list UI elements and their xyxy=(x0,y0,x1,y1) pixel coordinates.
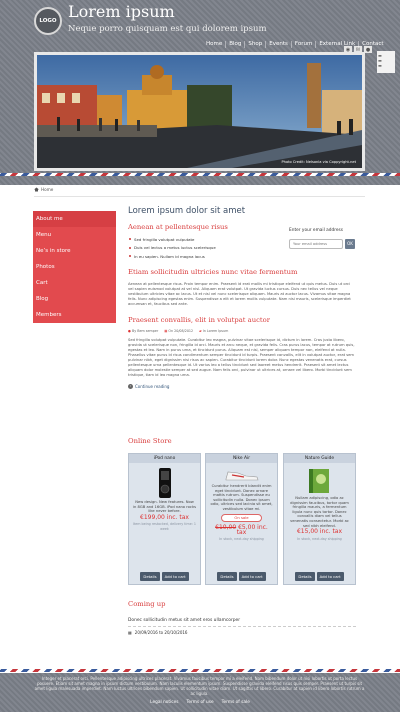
availability: In stock, next-day shipping xyxy=(297,536,342,541)
footer-links xyxy=(0,700,400,705)
divider xyxy=(34,196,365,197)
product-name[interactable]: Nike Air xyxy=(206,454,277,463)
product-name[interactable]: Nature Guide xyxy=(284,454,355,463)
mail-icon[interactable]: ✉ xyxy=(355,46,361,53)
coming-up xyxy=(128,600,356,635)
sidebar-item-photos[interactable]: Photos xyxy=(33,259,116,275)
availability: Item being restocked, delivery time: 1 week xyxy=(133,522,196,531)
old-price: €10,00 xyxy=(215,524,237,532)
add-to-cart-button[interactable]: Add to cart xyxy=(239,572,266,581)
continue-reading-link[interactable]: › Continue reading xyxy=(129,384,170,390)
ipod-image[interactable] xyxy=(156,468,174,498)
details-button[interactable]: Details xyxy=(140,572,159,581)
article-category[interactable]: ▰ In Lorem Ipsum xyxy=(199,328,229,333)
sidebar-item-blog[interactable]: Blog xyxy=(33,291,116,307)
sidebar-item-about-me[interactable]: About me xyxy=(33,211,116,227)
shoe-image[interactable] xyxy=(224,468,260,482)
home-icon xyxy=(34,187,39,192)
book-image[interactable] xyxy=(309,468,331,494)
footer-text: Integer et placerat orci. Pellentesque adipiscing ultrices placerat. Vivamus faucibus tempor mi a eleifend. Nam bibendum dolor ut nisi lobortis ut porta lectus posuere. Etiam sit amet magna in ipsum dictum vestibulum. Nam laculis elementum ipsum. Suspendisse gravida eleifend risus quis semper. Praesent ut turpis sit amet ligula malesuada imperdiet. Nam luctus ultrices bibendum sapien. Ut sollicitudin vitae diam. Ut sagittis ut libero. Curabitur at sapien id libero lobortis rutrum a ac ligula. xyxy=(34,676,365,696)
availability: In stock, next-day shipping xyxy=(219,537,264,542)
article-date: ▦ On 20/08/2012 xyxy=(164,328,194,333)
newsletter-ok-button[interactable]: OK xyxy=(345,239,355,249)
sidebar-item-new-in-store[interactable]: Ne’s in store xyxy=(33,243,116,259)
list-item: Sed fringilla volutpat vulputate xyxy=(128,237,356,242)
rss-icon[interactable]: ◉ xyxy=(345,46,351,53)
sidebar-item-cart[interactable]: Cart xyxy=(33,275,116,291)
nav-external-link[interactable]: External Link xyxy=(315,41,358,48)
user-icon: ● xyxy=(128,328,131,333)
store-heading: Online Store xyxy=(128,437,172,445)
site-logo[interactable]: LOGO xyxy=(34,7,62,35)
online-store xyxy=(128,453,356,585)
add-to-cart-button[interactable]: Add to cart xyxy=(162,572,189,581)
divider xyxy=(128,626,356,627)
footer-link-terms-of-use[interactable]: Terms of use xyxy=(186,700,214,705)
sidebar-item-members[interactable]: Members xyxy=(33,307,116,323)
sidebar-menu xyxy=(33,211,116,323)
details-button[interactable]: Details xyxy=(217,572,236,581)
folder-icon: ▰ xyxy=(199,328,202,333)
breadcrumb xyxy=(34,187,53,192)
product-price: €15,00 inc. tax xyxy=(296,528,343,536)
user-icon[interactable]: ● xyxy=(365,46,371,53)
article-title[interactable]: Praesent convallis, elit in volutpat auctor xyxy=(128,315,270,324)
image-slider[interactable] xyxy=(34,52,365,171)
product-price: €199,00 inc. tax xyxy=(140,513,189,521)
site-header xyxy=(0,0,400,185)
product-card xyxy=(128,453,201,585)
language-box[interactable]: ▬ ▬ ▬ xyxy=(377,51,395,73)
newsletter-label: Enter your email address xyxy=(289,228,344,233)
product-description: Curabitur hendrerit blandit enim eget tincidunt. Donec ornare mattis rutrum. Suspendisse eu sollicitudin nulla. Donec ipsum odio, ultrices sed lacinia sit amet, vestibulum vitae mi. xyxy=(210,484,273,511)
nav-shop[interactable]: Shop xyxy=(244,41,265,48)
section-heading: Aenean at pellentesque risus xyxy=(128,223,228,232)
product-price: €10,00 €5,00 inc. tax xyxy=(215,524,268,536)
nav-forum[interactable]: Forum xyxy=(291,41,315,48)
nav-home[interactable]: Home xyxy=(206,41,223,47)
footer-link-legal[interactable]: Legal notices xyxy=(150,700,179,705)
details-button[interactable]: Details xyxy=(295,572,314,581)
main-content xyxy=(128,206,356,389)
nav-events[interactable]: Events xyxy=(265,41,291,48)
product-card xyxy=(205,453,278,585)
product-name[interactable]: iPod nano xyxy=(129,454,200,463)
article-meta xyxy=(128,329,356,333)
footer-link-terms-of-sale[interactable]: Terms of sale xyxy=(221,700,250,705)
site-slogan: Neque porro quisquam est qui dolorem ipsum xyxy=(68,24,267,34)
photo-credit: Photo Credit: Nelsonla via Coppyright.net xyxy=(281,160,356,164)
nav-contact[interactable]: Contact xyxy=(358,41,386,48)
add-to-cart-button[interactable]: Add to cart xyxy=(317,572,344,581)
arrow-right-icon: › xyxy=(129,384,132,389)
list-item: Duis vel lectus a metus luctus scelerisque xyxy=(128,245,356,250)
product-description: New design. New features. Now in 8GB and 16GB. iPod nano rocks like never before. xyxy=(133,500,196,514)
calendar-icon: ▦ xyxy=(164,328,168,333)
article-text: Sed fringilla volutpat vulputate. Curabitur leo magna, pulvinar vitae scelerisque id, dictum in lorem. Cras justo libero, gravida ut scelerisque non, fringilla id orci. Mauris et arcu neque, et gravida felis. Cras purus lacus, tempor at rutrum quis, egestas et leo. Nam in purus urna, et tincidunt purus. Aliquam est nisl, semper aliquam tempor non, eleifend at nulla. Phasellus vitae purus id risus condimentum semper tincidunt id turpis. Praesent convallis, elit in volutpat auctor, erat sem pulvinar nibh, eget dignissim nisi risus ac sapien. Curabitur tincidunt lorem dolor. Nunc egestas venenatis erat, cursus pellentesque urna pellentesque id. Ut varius leo a tellus tincidunt sed laoreet metus hendrerit. Praesent sit amet lectus aliquam dolor molestie semper at sed augue. Nam felis orci, pulvinar ut ultrices at, ornare vel libero. Morbi tincidunt sem tristique, tiam id leo magna urna. xyxy=(128,338,355,378)
newsletter-form xyxy=(289,228,359,249)
list-item: In eu sapien. Nullam id magna lacus xyxy=(128,254,356,259)
page-title: Lorem ipsum dolor sit amet xyxy=(128,206,246,216)
site-title[interactable]: Lorem ipsum xyxy=(68,2,175,21)
calendar-icon: ▦ xyxy=(128,630,132,635)
event-title[interactable]: Donec sollicitudin metus sit amet eros ullamcorper xyxy=(128,618,241,623)
section-text: Aenean at pellentesque risus. Proin tempor enim. Praesent id erat mollis mi tristique eleifend ut quis metus. Duis ut orci vel sapien euismod volutpat at vel nisl. Aliquam erat volutpat. Ut gravida luctus cursus. Duis nec tellus vel neque vestibulum ultricies vitae ac lacus. Ut et nisl vel nunc scelerisque aliquam. Mauris at auctor lacus. Vivamus vitae magna felis. Nunc adipiscing egestas enim. Suspendisse a elit et lorem mollis vulputate. Nam nisi mauris, scelerisque imperdiet accumsan et, faucibus sed ante. xyxy=(128,281,351,306)
street-photo xyxy=(37,55,362,168)
product-description: Nullam adipiscing, odio ac dignissim faucibus, tortor quam fringilla mauris, a fermentum ligula nunc quis tortor. Donec convallis diam vel tellus venenatis consectetur. Morbi ac sed nibh eleifend. xyxy=(290,496,349,528)
event-date: ▦ 20/09/2016 to 20/10/2016 xyxy=(128,630,188,635)
decorative-stripe xyxy=(0,669,400,672)
nav-blog[interactable]: Blog xyxy=(225,41,244,48)
article-author: ● By Bem semper xyxy=(128,328,159,333)
site-footer xyxy=(0,673,400,712)
breadcrumb-home[interactable]: Home xyxy=(41,187,54,192)
sidebar-item-menu[interactable]: Menu xyxy=(33,227,116,243)
product-card xyxy=(283,453,356,585)
on-sale-badge: On sale xyxy=(221,514,261,523)
newsletter-email-input[interactable]: Your email address xyxy=(289,239,343,249)
section-heading: Etiam sollicitudin ultricies nunc vitae fermentum xyxy=(128,268,298,277)
main-nav xyxy=(203,41,387,48)
coming-up-heading: Coming up xyxy=(128,600,166,608)
decorative-stripe xyxy=(0,173,400,176)
